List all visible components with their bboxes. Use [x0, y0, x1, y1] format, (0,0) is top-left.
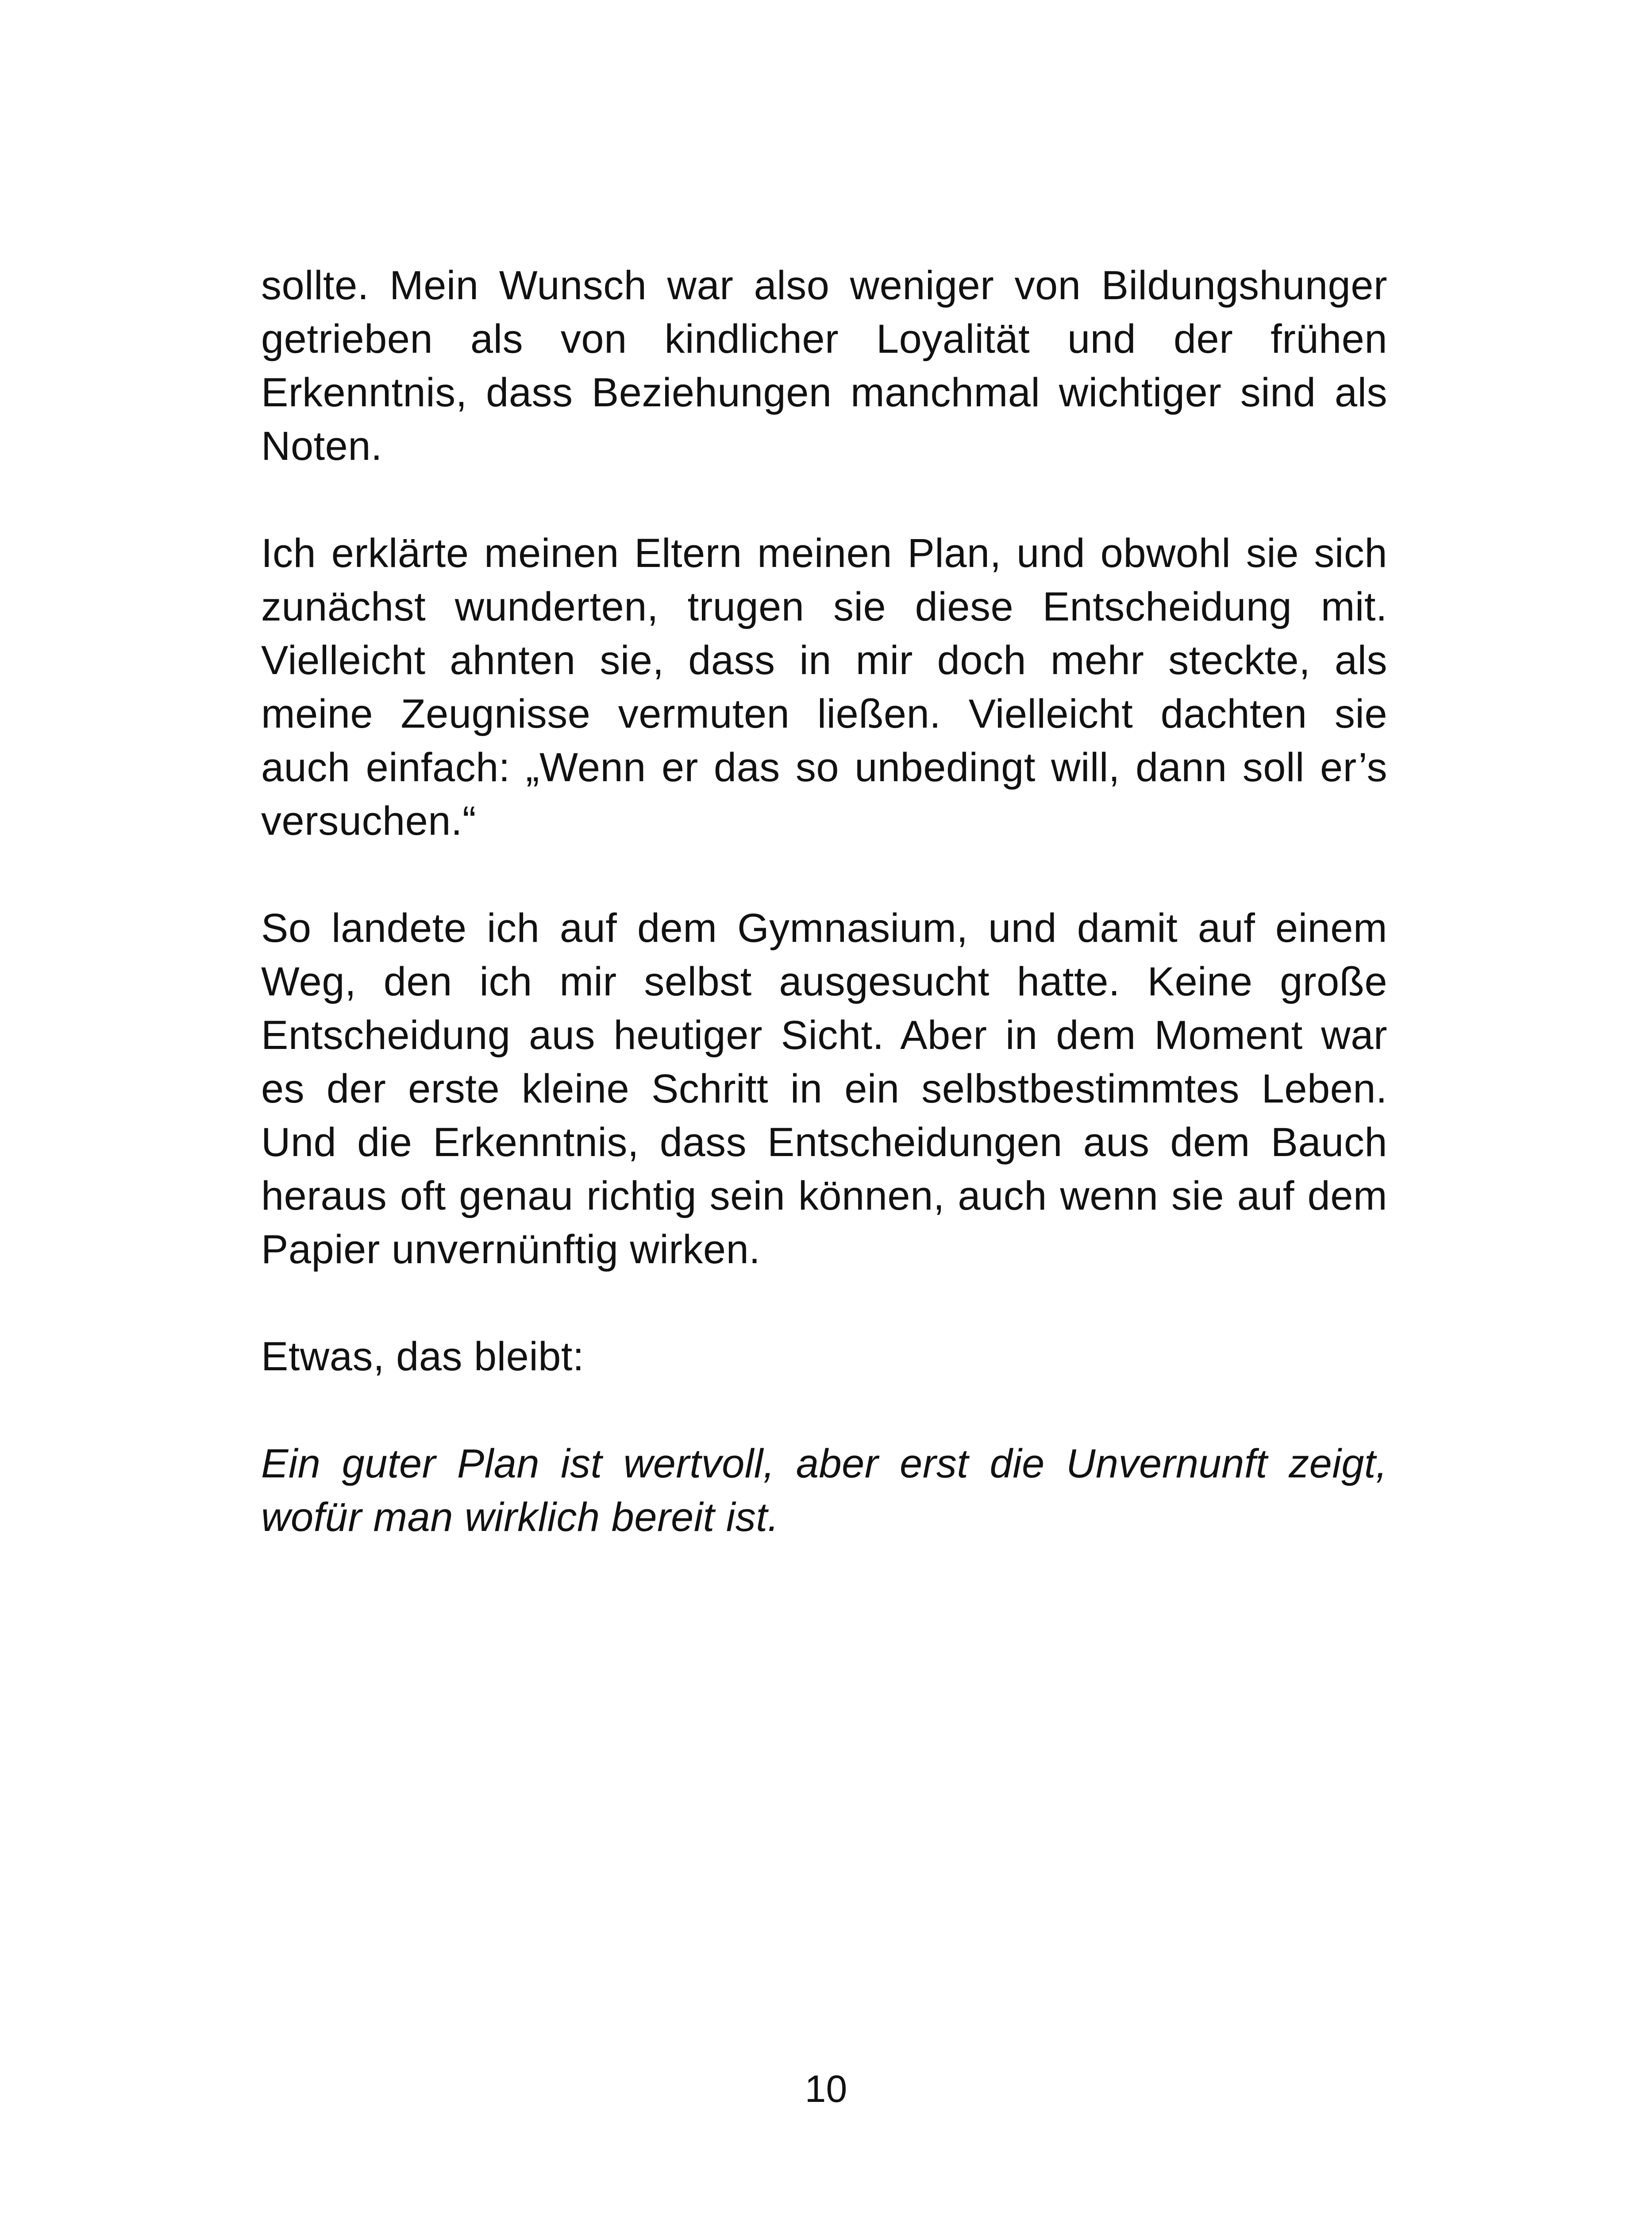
- paragraph-4: Etwas, das bleibt:: [261, 1334, 585, 1379]
- paragraph-3: So landete ich auf dem Gymnasium, und damit auf einem Weg, den ich mir selbst ausgesucht hatte. Keine große Entscheidung aus heutiger Sicht. Aber in dem Moment war es der erste kleine Schritt in ein selbstbestimmtes Leben. Und die Erkenntnis, dass Entscheidungen aus dem Bauch heraus oft genau richtig sein können, auch wenn sie auf dem Papier unvernünftig wirken.: [261, 906, 1387, 1272]
- page-number: 10: [805, 2068, 847, 2110]
- body-text: [261, 259, 1387, 1544]
- paragraph-2: Ich erklärte meinen Eltern meinen Plan, und obwohl sie sich zunächst wunderten, trugen sie diese Entscheidung mit. Vielleicht ahnten sie, dass in mir doch mehr steckte, als meine Zeugnisse vermuten ließen. Vielleicht dachten sie auch einfach: „Wenn er das so unbedingt will, dann soll er’s versuchen.“: [261, 531, 1387, 844]
- paragraph-1: sollte. Mein Wunsch war also weniger von Bildungshunger getrieben als von kindlicher Loyalität und der frühen Erkenntnis, dass Beziehungen manchmal wichtiger sind als Noten.: [261, 263, 1387, 469]
- closing-quote: Ein guter Plan ist wertvoll, aber erst die Unvernunft zeigt, wofür man wirklich bereit ist.: [261, 1441, 1387, 1540]
